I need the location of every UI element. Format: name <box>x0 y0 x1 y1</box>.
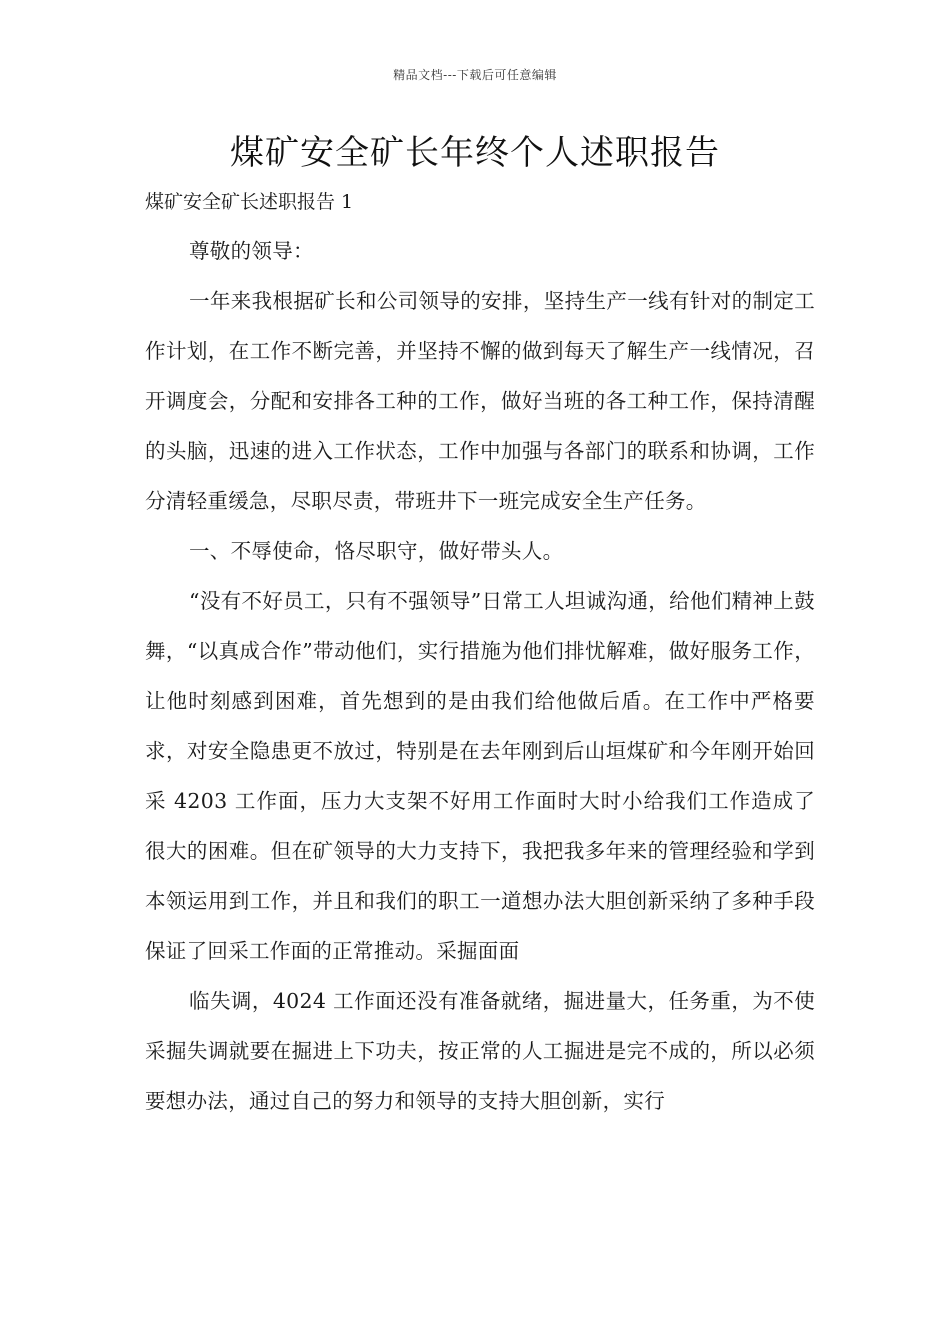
section-heading-1: 一、不辱使命，恪尽职守，做好带头人。 <box>189 539 564 563</box>
report-subtitle: 煤矿安全矿长述职报告 1 <box>145 191 354 213</box>
paragraph-1: 一年来我根据矿长和公司领导的安排，坚持生产一线有针对的制定工作计划，在工作不断完善，并坚持不懈的做到每天了解生产一线情况，召开调度会，分配和安排各工种的工作，做好当班的各工种工作，保持清醒的头脑，迅速的进入工作状态，工作中加强与各部门的联系和协调，工作分清轻重缓急，尽职尽责，带班井下一班完成安全生产任务。 <box>145 289 815 513</box>
paragraph-3: 临失调，4024 工作面还没有准备就绪，掘进量大，任务重，为不使采掘失调就要在掘进上下功夫，按正常的人工掘进是完不成的，所以必须要想办法，通过自己的努力和领导的支持大胆创新，实行 <box>145 989 815 1113</box>
document-body <box>145 180 815 1126</box>
paragraph-2: “没有不好员工，只有不强领导”日常工人坦诚沟通，给他们精神上鼓舞，“以真成合作”带动他们，实行措施为他们排忧解难，做好服务工作，让他时刻感到困难，首先想到的是由我们给他做后盾。在工作中严格要求，对安全隐患更不放过，特别是在去年刚到后山垣煤矿和今年刚开始回采 4203 工作面，压力大支架不好用工作面时大时小给我们工作造成了很大的困难。但在矿领导的大力支持下，我把我多年来的管理经验和学到本领运用到工作，并且和我们的职工一道想办法大胆创新采纳了多种手段保证了回采工作面的正常推动。采掘面面 <box>145 589 815 963</box>
document-title: 煤矿安全矿长年终个人述职报告 <box>230 133 720 173</box>
greeting: 尊敬的领导： <box>189 239 314 263</box>
header-note: 精品文档---下载后可任意编辑 <box>393 68 557 82</box>
